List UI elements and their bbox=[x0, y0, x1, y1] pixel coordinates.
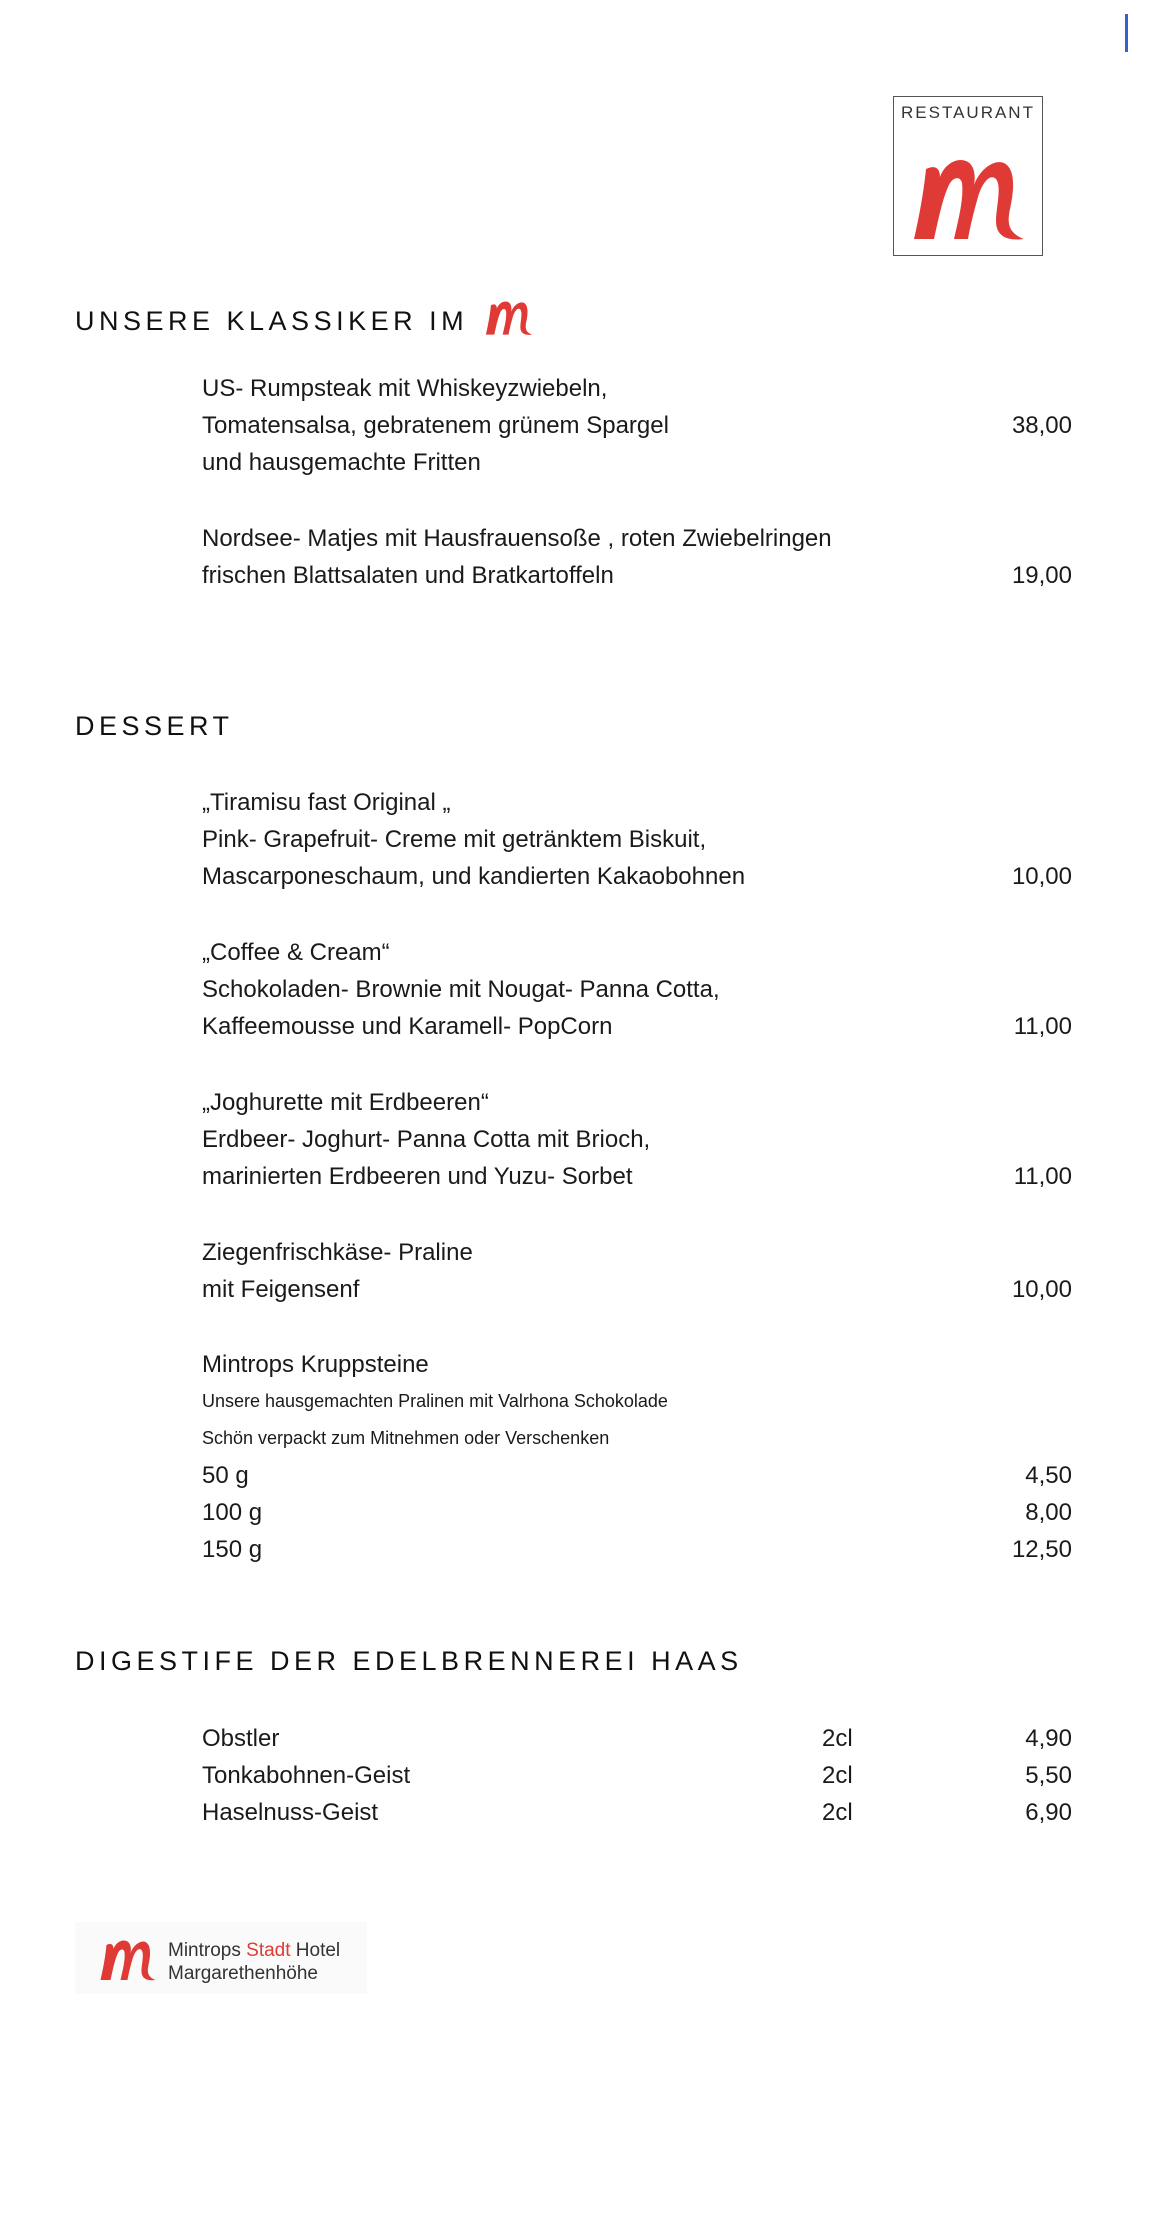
drink-volume: 2cl bbox=[822, 1799, 853, 1826]
item-text: Nordsee- Matjes mit Hausfrauensoße , roten Zwiebelringen bbox=[202, 525, 832, 552]
restaurant-logo bbox=[893, 96, 1043, 256]
menu-item-joghurette bbox=[202, 1084, 1072, 1195]
hotel-footer-logo bbox=[75, 1922, 367, 1994]
hotel-name bbox=[168, 1939, 340, 1985]
item-text: Ziegenfrischkäse- Praline bbox=[202, 1239, 473, 1266]
item-note: Unsere hausgemachten Pralinen mit Valrhona Schokolade bbox=[202, 1391, 668, 1411]
menu-item-coffee-cream bbox=[202, 934, 1072, 1045]
item-price: 10,00 bbox=[1011, 1276, 1072, 1303]
section-heading-dessert: DESSERT bbox=[75, 711, 234, 741]
size-label: 150 g bbox=[202, 1536, 263, 1563]
item-text: Tomatensalsa, gebratenem grünem Spargel bbox=[202, 412, 669, 439]
item-note: Schön verpackt zum Mitnehmen oder Verschenken bbox=[202, 1428, 610, 1448]
item-text: und hausgemachte Fritten bbox=[202, 449, 481, 476]
item-text: Mascarponeschaum, und kandierten Kakaobohnen bbox=[202, 863, 746, 890]
item-price: 38,00 bbox=[1011, 412, 1072, 439]
item-text: US- Rumpsteak mit Whiskeyzwiebeln, bbox=[202, 375, 608, 402]
item-price: 11,00 bbox=[1013, 1163, 1072, 1190]
drink-volume: 2cl bbox=[822, 1762, 853, 1789]
drink-row bbox=[202, 1794, 1072, 1831]
m-logo-icon bbox=[95, 1934, 161, 1984]
drink-name: Obstler bbox=[202, 1725, 280, 1752]
text-cursor-mark bbox=[1125, 14, 1128, 52]
menu-item-tiramisu bbox=[202, 784, 1072, 895]
item-price: 11,00 bbox=[1013, 1013, 1072, 1040]
menu-item-rumpsteak bbox=[202, 370, 1072, 481]
menu-item-kruppsteine bbox=[202, 1346, 1072, 1457]
size-price: 12,50 bbox=[1011, 1536, 1072, 1563]
size-row bbox=[202, 1531, 1072, 1568]
item-price: 19,00 bbox=[1011, 562, 1072, 589]
item-text: „Joghurette mit Erdbeeren“ bbox=[202, 1089, 489, 1116]
item-text: Schokoladen- Brownie mit Nougat- Panna Cotta, bbox=[202, 976, 720, 1003]
m-logo-icon bbox=[478, 296, 540, 338]
item-text: mit Feigensenf bbox=[202, 1276, 360, 1303]
m-logo-icon bbox=[904, 147, 1034, 247]
size-label: 100 g bbox=[202, 1499, 263, 1526]
size-label: 50 g bbox=[202, 1462, 249, 1489]
item-text: Erdbeer- Joghurt- Panna Cotta mit Brioch, bbox=[202, 1126, 651, 1153]
section-heading-digestife: DIGESTIFE DER EDELBRENNEREI HAAS bbox=[75, 1646, 743, 1676]
drink-price: 6,90 bbox=[1025, 1799, 1072, 1826]
size-row bbox=[202, 1494, 1072, 1531]
size-price: 8,00 bbox=[1025, 1499, 1072, 1526]
item-text: „Coffee & Cream“ bbox=[202, 939, 390, 966]
size-price: 4,50 bbox=[1025, 1462, 1072, 1489]
item-text: frischen Blattsalaten und Bratkartoffeln bbox=[202, 562, 614, 589]
drink-row bbox=[202, 1720, 1072, 1757]
item-text: Pink- Grapefruit- Creme mit getränktem Biskuit, bbox=[202, 826, 707, 853]
item-text: marinierten Erdbeeren und Yuzu- Sorbet bbox=[202, 1163, 633, 1190]
drink-name: Tonkabohnen-Geist bbox=[202, 1762, 411, 1789]
hotel-location: Margarethenhöhe bbox=[168, 1963, 318, 1984]
drink-row bbox=[202, 1757, 1072, 1794]
drink-name: Haselnuss-Geist bbox=[202, 1799, 379, 1826]
item-price: 10,00 bbox=[1011, 863, 1072, 890]
item-title: Mintrops Kruppsteine bbox=[202, 1351, 429, 1378]
item-text: Kaffeemousse und Karamell- PopCorn bbox=[202, 1013, 613, 1040]
hotel-name-accent: Stadt bbox=[246, 1940, 291, 1961]
section-heading-klassiker: UNSERE KLASSIKER IM bbox=[75, 296, 540, 338]
restaurant-logo-label: RESTAURANT bbox=[901, 103, 1035, 122]
menu-item-matjes bbox=[202, 520, 1072, 594]
drink-price: 5,50 bbox=[1025, 1762, 1072, 1789]
drink-volume: 2cl bbox=[822, 1725, 853, 1752]
item-text: „Tiramisu fast Original „ bbox=[202, 789, 451, 816]
hotel-name-part: Mintrops bbox=[168, 1940, 241, 1961]
menu-item-ziegenfrischkaese bbox=[202, 1234, 1072, 1308]
size-row bbox=[202, 1457, 1072, 1494]
hotel-name-part: Hotel bbox=[295, 1940, 341, 1961]
drink-price: 4,90 bbox=[1025, 1725, 1072, 1752]
